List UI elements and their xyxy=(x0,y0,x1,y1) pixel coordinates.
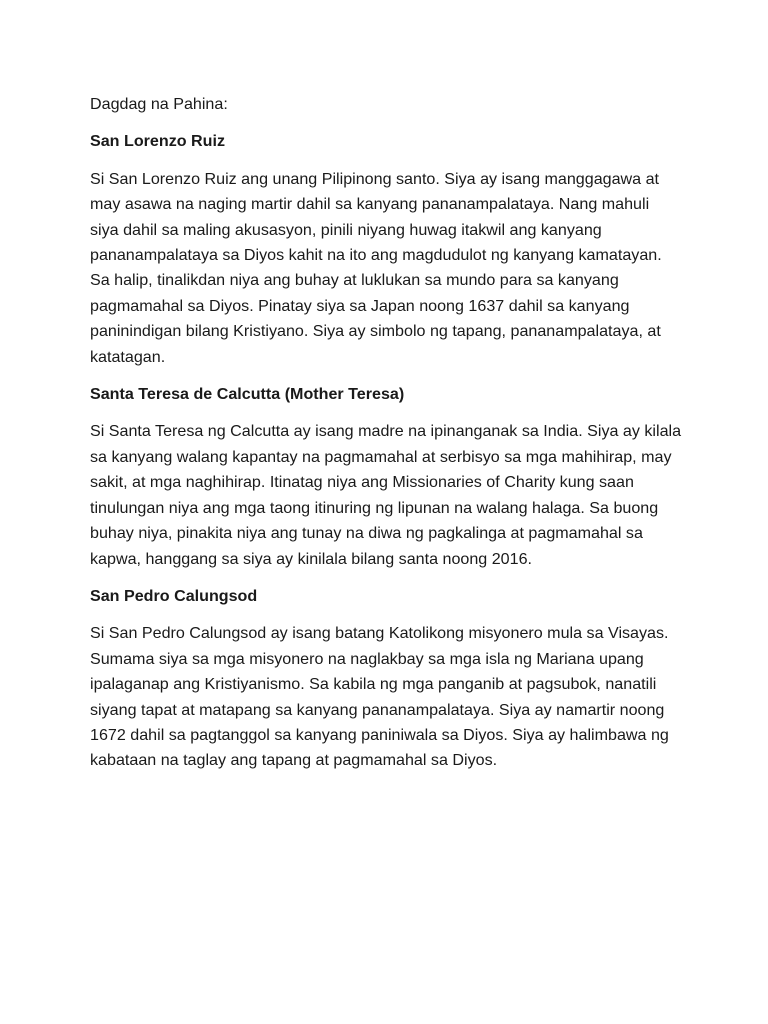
page-intro: Dagdag na Pahina: xyxy=(90,95,228,113)
section-heading-pedro-calungsod: San Pedro Calungsod xyxy=(90,586,258,605)
section-body-lorenzo-ruiz: Si San Lorenzo Ruiz ang unang Pilipinong santo. Siya ay isang manggagawa at may asawa na naging martir dahil sa kanyang pananampalataya. Nang mahuli siya dahil sa maling akusasyon, pinili niyang huwag itakwil ang kanyang pananampalataya sa Diyos kahit na ito ang magdudulot ng kanyang kamatayan. Sa halip, tinalikdan niya ang buhay at luklukan sa mundo para sa kanyang pagmamahal sa Diyos. Pinatay siya sa Japan noong 1637 dahil sa kanyang paninindigan bilang Kristiyano. Siya ay simbolo ng tapang, pananampalataya, at katatagan. xyxy=(90,169,662,366)
section-body-pedro-calungsod: Si San Pedro Calungsod ay isang batang Katolikong misyonero mula sa Visayas. Sumama siya sa mga misyonero na naglakbay sa mga isla ng Mariana upang ipalaganap ang Kristiyanismo. Sa kabila ng mga panganib at pagsubok, nanatili siyang tapat at matapang sa kanyang pananampalataya. Siya ay namartir noong 1672 dahil sa pagtanggol sa kanyang paniniwala sa Diyos. Siya ay halimbawa ng kabataan na taglay ang tapang at pagmamahal sa Diyos. xyxy=(90,624,669,770)
section-body-teresa-calcutta: Si Santa Teresa ng Calcutta ay isang madre na ipinanganak sa India. Siya ay kilala sa kanyang walang kapantay na pagmamahal at serbisyo sa mga mahihirap, may sakit, at mga naghihirap. Itinatag niya ang Missionaries of Charity kung saan tinulungan niya ang mga taong itinuring ng lipunan na walang halaga. Sa buong buhay niya, pinakita niya ang tunay na diwa ng pagkalinga at pagmamahal sa kapwa, hanggang sa siya ay kinilala bilang santa noong 2016. xyxy=(90,422,682,568)
document-content xyxy=(90,92,682,786)
section-heading-teresa-calcutta: Santa Teresa de Calcutta (Mother Teresa) xyxy=(90,385,405,404)
section-heading-lorenzo-ruiz: San Lorenzo Ruiz xyxy=(90,132,226,151)
